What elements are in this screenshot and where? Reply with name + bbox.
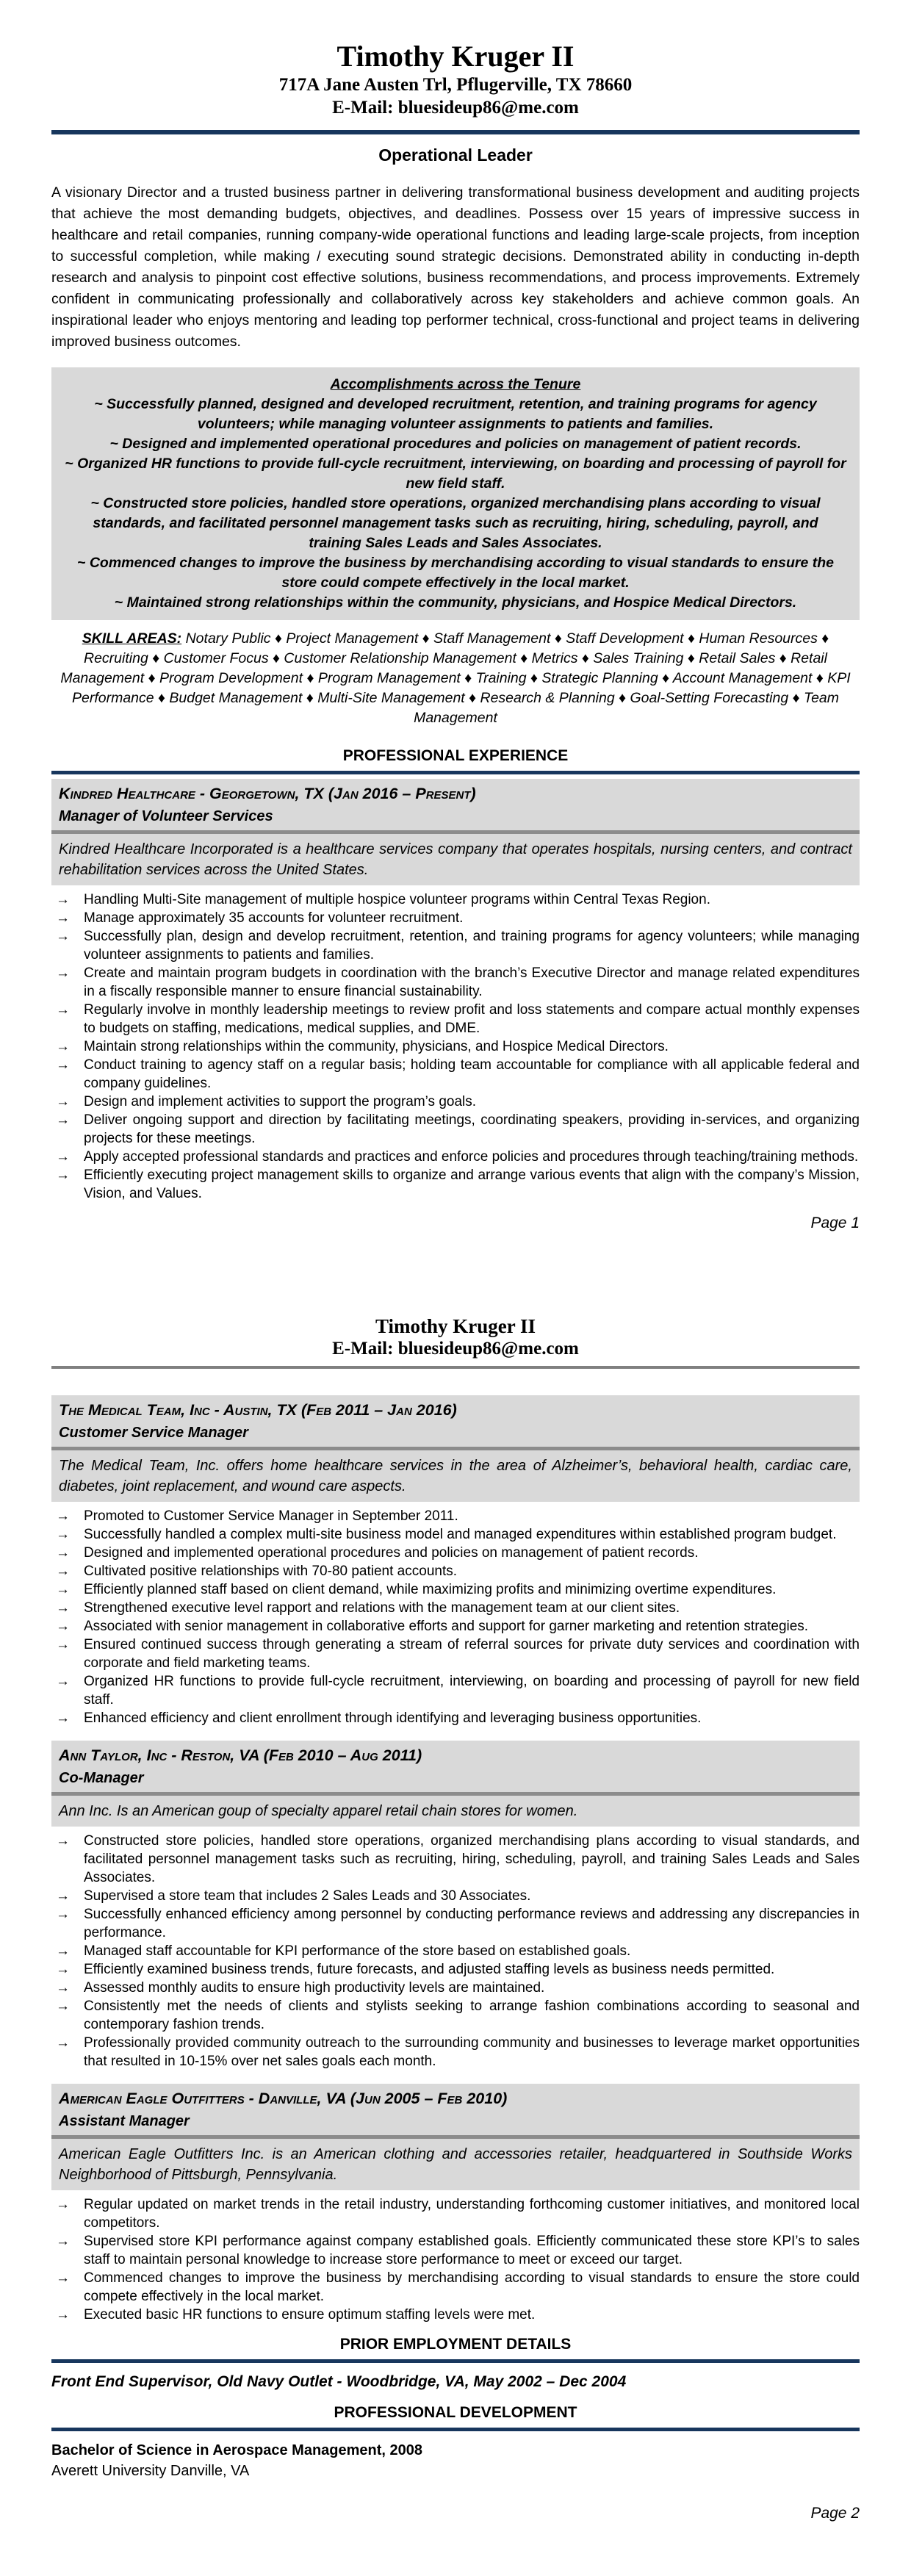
bullet-item <box>51 1056 860 1093</box>
bullet-item <box>51 1093 860 1111</box>
bullet-text: Successfully handled a complex multi-site business model and managed expenditures within established program budget. <box>84 1526 837 1542</box>
bullet-item <box>51 1507 860 1525</box>
bullet-text: Enhanced efficiency and client enrollment through identifying and leveraging business opportunities. <box>84 1710 702 1726</box>
bullet-item <box>51 1672 860 1709</box>
bullet-item <box>51 1166 860 1203</box>
arrow-bullet-icon: → <box>56 1563 70 1579</box>
bullet-item <box>51 1979 860 1997</box>
arrow-bullet-icon: → <box>56 1057 70 1073</box>
bullet-text: Regular updated on market trends in the retail industry, understanding forthcoming customer initiatives, and monitored local competitors. <box>84 2196 860 2231</box>
bullet-text: Organized HR functions to provide full-cycle recruitment, interviewing, on boarding and processing of payroll for new field staff. <box>84 1673 860 1708</box>
bullet-text: Create and maintain program budgets in coordination with the branch’s Executive Director and manage related expenditures in a fiscally responsible manner to ensure financial sustainability. <box>84 965 860 999</box>
section-heading-professional-development: PROFESSIONAL DEVELOPMENT <box>334 2403 577 2421</box>
arrow-bullet-icon: → <box>56 1581 70 1597</box>
arrow-bullet-icon: → <box>56 1998 70 2014</box>
bullet-text: Successfully enhanced efficiency among personnel by conducting performance reviews and addressing any discrepancies in performance. <box>84 1906 860 1940</box>
bullet-item <box>51 1617 860 1636</box>
bullet-item <box>51 1001 860 1037</box>
bullet-text: Constructed store policies, handled store operations, organized merchandising plans according to visual standards, and facilitated personnel management tasks such as recruiting, hiring, scheduling, payroll, and training Sales Leads and Sales Associates. <box>84 1832 860 1885</box>
accomplishment-item: ~ Successfully planned, designed and developed recruitment, retention, and training programs for agency volunteers; while managing volunteer assignments to patients and families. <box>94 395 817 432</box>
bullet-item <box>51 909 860 927</box>
bullet-text: Assessed monthly audits to ensure high productivity levels are maintained. <box>84 1979 545 1996</box>
section-heading-prior-employment: PRIOR EMPLOYMENT DETAILS <box>339 2335 572 2353</box>
resume-email: E-Mail: bluesideup86@me.com <box>332 98 579 118</box>
school-line: Averett University Danville, VA <box>51 2462 250 2479</box>
bullet-item <box>51 1942 860 1960</box>
arrow-bullet-icon: → <box>56 1673 70 1689</box>
section-heading-professional-experience: PROFESSIONAL EXPERIENCE <box>342 746 569 764</box>
bullet-item <box>51 1525 860 1544</box>
arrow-bullet-icon: → <box>56 2196 70 2212</box>
bullet-text: Successfully plan, design and develop recruitment, retention, and training programs for agency volunteers; while managing volunteer assignments to patients and families. <box>84 928 860 963</box>
bullet-text: Executed basic HR functions to ensure optimum staffing levels were met. <box>84 2306 536 2323</box>
job-role: Manager of Volunteer Services <box>59 807 273 824</box>
arrow-bullet-icon: → <box>56 1961 70 1977</box>
job-description: Ann Inc. Is an American goup of specialty apparel retail chain stores for women. <box>51 1796 860 1827</box>
bullet-item <box>51 1544 860 1562</box>
job-company-line: The Medical Team, Inc - Austin, TX (Feb 2011 – Jan 2016) <box>59 1400 457 1419</box>
bullet-text: Ensured continued success through generating a stream of referral sources for private duty services and coordination with corporate and field marketing teams. <box>84 1636 860 1671</box>
bullet-text: Handling Multi-Site management of multiple hospice volunteer programs within Central Texas Region. <box>84 891 710 907</box>
bullet-item <box>51 1037 860 1056</box>
bullet-text: Promoted to Customer Service Manager in September 2011. <box>84 1508 458 1524</box>
bullet-text: Efficiently executing project management skills to organize and arrange various events that align with the company’s Mission, Vision, and Values. <box>84 1167 860 1201</box>
bullet-text: Maintain strong relationships within the community, physicians, and Hospice Medical Directors. <box>84 1038 669 1054</box>
bullet-item <box>51 1709 860 1727</box>
bullet-item <box>51 2034 860 2070</box>
bullet-text: Deliver ongoing support and direction by facilitating meetings, coordinating speakers, providing in-services, and organizing projects for these meetings. <box>84 1112 860 1146</box>
bullet-item <box>51 2306 860 2324</box>
accomplishments-box <box>51 367 860 620</box>
arrow-bullet-icon: → <box>56 1526 70 1542</box>
bullet-item <box>51 1580 860 1599</box>
arrow-bullet-icon: → <box>56 1710 70 1726</box>
arrow-bullet-icon: → <box>56 1112 70 1128</box>
bullet-text: Managed staff accountable for KPI performance of the store based on established goals. <box>84 1943 631 1959</box>
job-description: Kindred Healthcare Incorporated is a healthcare services company that operates hospitals, nursing centers, and contract rehabilitation services across the United States. <box>51 834 860 885</box>
arrow-bullet-icon: → <box>56 1148 70 1165</box>
bullet-text: Efficiently planned staff based on client demand, while maximizing profits and minimizing overtime expenditures. <box>84 1581 777 1597</box>
job-bullets <box>51 1832 860 2070</box>
bullet-text: Conduct training to agency staff on a regular basis; holding team accountable for compliance with all applicable federal and company guidelines. <box>84 1057 860 1091</box>
job-header <box>51 1741 860 1792</box>
arrow-bullet-icon: → <box>56 1093 70 1109</box>
resume-name: Timothy Kruger II <box>336 40 575 73</box>
page-footer: Page 1 <box>810 1214 860 1231</box>
arrow-bullet-icon: → <box>56 1943 70 1959</box>
arrow-bullet-icon: → <box>56 965 70 981</box>
bullet-item <box>51 1905 860 1942</box>
navy-divider <box>51 2359 860 2363</box>
arrow-bullet-icon: → <box>56 1600 70 1616</box>
accomplishment-item: ~ Organized HR functions to provide full-cycle recruitment, interviewing, on boarding and processing of payroll for new field staff. <box>65 455 846 492</box>
bullet-text: Design and implement activities to support the program’s goals. <box>84 1093 477 1109</box>
arrow-bullet-icon: → <box>56 1832 70 1849</box>
skills-list: Notary Public ♦ Project Management ♦ Staff Management ♦ Staff Development ♦ Human Resources ♦ Recruiting ♦ Customer Focus ♦ Customer Relationship Management ♦ Metrics ♦ Sales Training ♦ Retail Sales ♦ Retail Management ♦ Program Development ♦ Program Management ♦ Training ♦ Strategic Planning ♦ Account Management ♦ KPI Performance ♦ Budget Management ♦ Multi-Site Management ♦ Research & Planning ♦ Goal-Setting Forecasting ♦ Team Management <box>60 630 851 726</box>
job-block <box>51 779 860 1203</box>
job-bullets <box>51 2195 860 2324</box>
arrow-bullet-icon: → <box>56 928 70 944</box>
arrow-bullet-icon: → <box>56 1544 70 1561</box>
bullet-item <box>51 891 860 909</box>
arrow-bullet-icon: → <box>56 1001 70 1018</box>
bullet-item <box>51 1832 860 1887</box>
job-company-line: Kindred Healthcare - Georgetown, TX (Jan 2016 – Present) <box>59 784 476 802</box>
summary-paragraph: A visionary Director and a trusted business partner in delivering transformational business development and auditing projects that achieve the most demanding budgets, objectives, and deadlines. Possess over 15 years of impressive success in healthcare and retail companies, running company-wide operational functions and leading large-scale projects, from inception to successful completion, while making / executing sound strategic decisions. Demonstrated ability in conducting in-depth research and analysis to pinpoint cost effective solutions, business recommendations, and process improvements. Extremely confident in communicating professionally and collaboratively across key stakeholders and achieve common goals. An inspirational leader who enjoys mentoring and leading top performer technical, cross-functional and project teams in delivering improved business outcomes. <box>51 184 860 350</box>
page2-name: Timothy Kruger II <box>375 1314 536 1337</box>
bullet-item <box>51 1997 860 2034</box>
job-block <box>51 1395 860 1727</box>
page-break-gap <box>51 1232 860 1314</box>
job-company-line: American Eagle Outfitters - Danville, VA (Jun 2005 – Feb 2010) <box>59 2089 508 2107</box>
bullet-text: Supervised a store team that includes 2 Sales Leads and 30 Associates. <box>84 1888 531 1904</box>
document-title: Operational Leader <box>378 145 533 165</box>
bullet-text: Regularly involve in monthly leadership meetings to review profit and loss statements and compare actual monthly expenses to budgets on staffing, medications, medical supplies, and DME. <box>84 1001 860 1036</box>
job-header <box>51 2084 860 2135</box>
arrow-bullet-icon: → <box>56 910 70 926</box>
bullet-item <box>51 964 860 1001</box>
bullet-item <box>51 2232 860 2269</box>
bullet-text: Professionally provided community outreach to the surrounding community and businesses to leverage market opportunities that resulted in 10-15% over net sales goals each month. <box>84 2034 860 2069</box>
arrow-bullet-icon: → <box>56 2270 70 2286</box>
bullet-item <box>51 1111 860 1148</box>
job-bullets <box>51 1507 860 1727</box>
prior-employment-entry: Front End Supervisor, Old Navy Outlet - Woodbridge, VA, May 2002 – Dec 2004 <box>51 2372 627 2390</box>
arrow-bullet-icon: → <box>56 891 70 907</box>
degree-line: Bachelor of Science in Aerospace Management, 2008 <box>51 2442 423 2458</box>
job-description: American Eagle Outfitters Inc. is an American clothing and accessories retailer, headquartered in Southside Works Neighborhood of Pittsburgh, Pennsylvania. <box>51 2139 860 2190</box>
job-bullets <box>51 891 860 1203</box>
accomplishment-item: ~ Commenced changes to improve the business by merchandising according to visual standards to ensure the store could compete effectively in the local market. <box>77 554 834 591</box>
accomplishment-item: ~ Constructed store policies, handled store operations, organized merchandising plans according to visual standards, and facilitated personnel management tasks such as recruiting, hiring, scheduling, payroll, and training Sales Leads and Sales Associates. <box>90 494 821 551</box>
gray-divider <box>51 1366 860 1369</box>
bullet-item <box>51 2269 860 2306</box>
skill-areas-label: SKILL AREAS: <box>82 630 182 647</box>
job-company-line: Ann Taylor, Inc - Reston, VA (Feb 2010 – Aug 2011) <box>59 1746 422 1764</box>
accomplishment-item: ~ Maintained strong relationships within the community, physicians, and Hospice Medical Directors. <box>114 594 797 611</box>
job-header <box>51 779 860 830</box>
bullet-item <box>51 2195 860 2232</box>
bullet-item <box>51 1562 860 1580</box>
page2-email: E-Mail: bluesideup86@me.com <box>332 1338 579 1359</box>
bullet-item <box>51 1636 860 1672</box>
arrow-bullet-icon: → <box>56 2306 70 2323</box>
navy-divider <box>51 130 860 134</box>
accomplishment-item: ~ Designed and implemented operational procedures and policies on management of patient records. <box>109 435 802 452</box>
arrow-bullet-icon: → <box>56 1167 70 1183</box>
bullet-text: Consistently met the needs of clients and stylists seeking to arrange fashion combinations according to seasonal and contemporary fashion trends. <box>84 1998 860 2032</box>
bullet-text: Supervised store KPI performance against company established goals. Efficiently communicated these store KPI’s to sales staff to maintain personal knowledge to increase store performance to meet or exceed our target. <box>84 2233 860 2267</box>
job-description: The Medical Team, Inc. offers home healthcare services in the area of Alzheimer’s, behavioral health, cardiac care, diabetes, joint replacement, and wound care aspects. <box>51 1450 860 1502</box>
bullet-item <box>51 1887 860 1905</box>
bullet-text: Cultivated positive relationships with 70-80 patient accounts. <box>84 1563 458 1579</box>
bullet-text: Strengthened executive level rapport and relations with the management team at our client sites. <box>84 1600 680 1616</box>
job-role: Co-Manager <box>59 1769 144 1786</box>
bullet-item <box>51 1599 860 1617</box>
arrow-bullet-icon: → <box>56 2233 70 2249</box>
page-footer: Page 2 <box>810 2504 860 2522</box>
bullet-text: Efficiently examined business trends, future forecasts, and adjusted staffing levels as business needs permitted. <box>84 1961 775 1977</box>
arrow-bullet-icon: → <box>56 2034 70 2051</box>
arrow-bullet-icon: → <box>56 1636 70 1652</box>
bullet-text: Designed and implemented operational procedures and policies on management of patient records. <box>84 1544 699 1561</box>
job-block <box>51 2084 860 2324</box>
arrow-bullet-icon: → <box>56 1906 70 1922</box>
arrow-bullet-icon: → <box>56 1618 70 1634</box>
arrow-bullet-icon: → <box>56 1038 70 1054</box>
job-header <box>51 1395 860 1447</box>
job-block <box>51 1741 860 2070</box>
bullet-text: Associated with senior management in collaborative efforts and support for garner marketing and retention strategies. <box>84 1618 809 1634</box>
resume-address: 717A Jane Austen Trl, Pflugerville, TX 78660 <box>278 75 633 95</box>
bullet-text: Manage approximately 35 accounts for volunteer recruitment. <box>84 910 464 926</box>
arrow-bullet-icon: → <box>56 1979 70 1996</box>
bullet-item <box>51 927 860 964</box>
navy-divider <box>51 2428 860 2431</box>
navy-divider <box>51 771 860 774</box>
arrow-bullet-icon: → <box>56 1508 70 1524</box>
skill-areas <box>51 629 860 728</box>
job-role: Customer Service Manager <box>59 1424 248 1441</box>
bullet-item <box>51 1148 860 1166</box>
accomplishments-title: Accomplishments across the Tenure <box>330 375 581 392</box>
bullet-text: Commenced changes to improve the business by merchandising according to visual standards to ensure the store could compete effectively in the local market. <box>84 2270 860 2304</box>
bullet-text: Apply accepted professional standards and practices and enforce policies and procedures through teaching/training methods. <box>84 1148 859 1165</box>
job-role: Assistant Manager <box>59 2112 190 2129</box>
bullet-item <box>51 1960 860 1979</box>
arrow-bullet-icon: → <box>56 1888 70 1904</box>
